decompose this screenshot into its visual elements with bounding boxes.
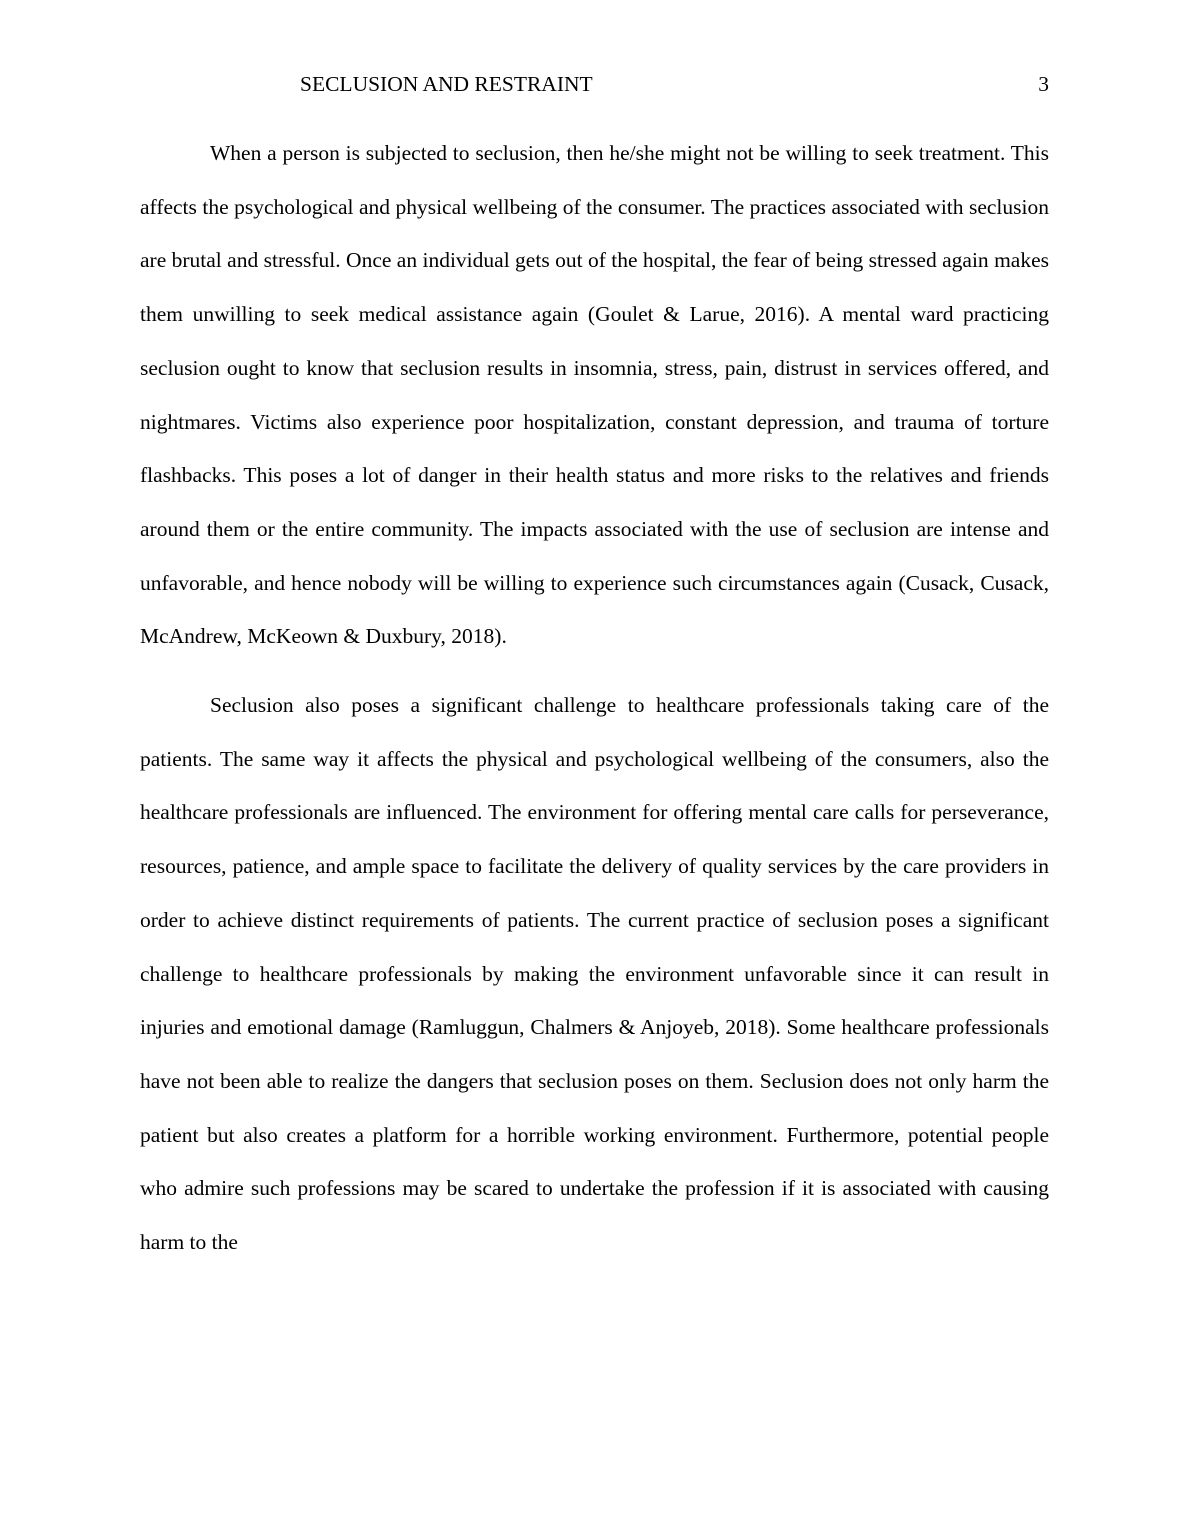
paragraph: When a person is subjected to seclusion, then he/she might not be willing to seek treatment. This affects the psychological and physical wellbeing of the consumer. The practices associated with seclusion are brutal and stressful. Once an individual gets out of the hospital, the fear of being stressed again makes them unwilling to seek medical assistance again (Goulet & Larue, 2016). A mental ward practicing seclusion ought to know that seclusion results in insomnia, stress, pain, distrust in services offered, and nightmares. Victims also experience poor hospitalization, constant depression, and trauma of torture flashbacks. This poses a lot of danger in their health status and more risks to the relatives and friends around them or the entire community. The impacts associated with the use of seclusion are intense and unfavorable, and hence nobody will be willing to experience such circumstances again (Cusack, Cusack, McAndrew, McKeown & Duxbury, 2018). bbox=[140, 141, 1049, 649]
running-head: SECLUSION AND RESTRAINT bbox=[300, 72, 593, 96]
paragraph: Seclusion also poses a significant challenge to healthcare professionals taking care of the patients. The same way it affects the physical and psychological wellbeing of the consumers, also the healthcare professionals are influenced. The environment for offering mental care calls for perseverance, resources, patience, and ample space to facilitate the delivery of quality services by the care providers in order to achieve distinct requirements of patients. The current practice of seclusion poses a significant challenge to healthcare professionals by making the environment unfavorable since it can result in injuries and emotional damage (Ramluggun, Chalmers & Anjoyeb, 2018). Some healthcare professionals have not been able to realize the dangers that seclusion poses on them. Seclusion does not only harm the patient but also creates a platform for a horrible working environment. Furthermore, potential people who admire such professions may be scared to undertake the profession if it is associated with causing harm to the bbox=[140, 693, 1049, 1255]
body-text bbox=[140, 127, 1049, 1270]
page-number: 3 bbox=[1038, 72, 1049, 96]
page-header bbox=[140, 70, 1049, 100]
